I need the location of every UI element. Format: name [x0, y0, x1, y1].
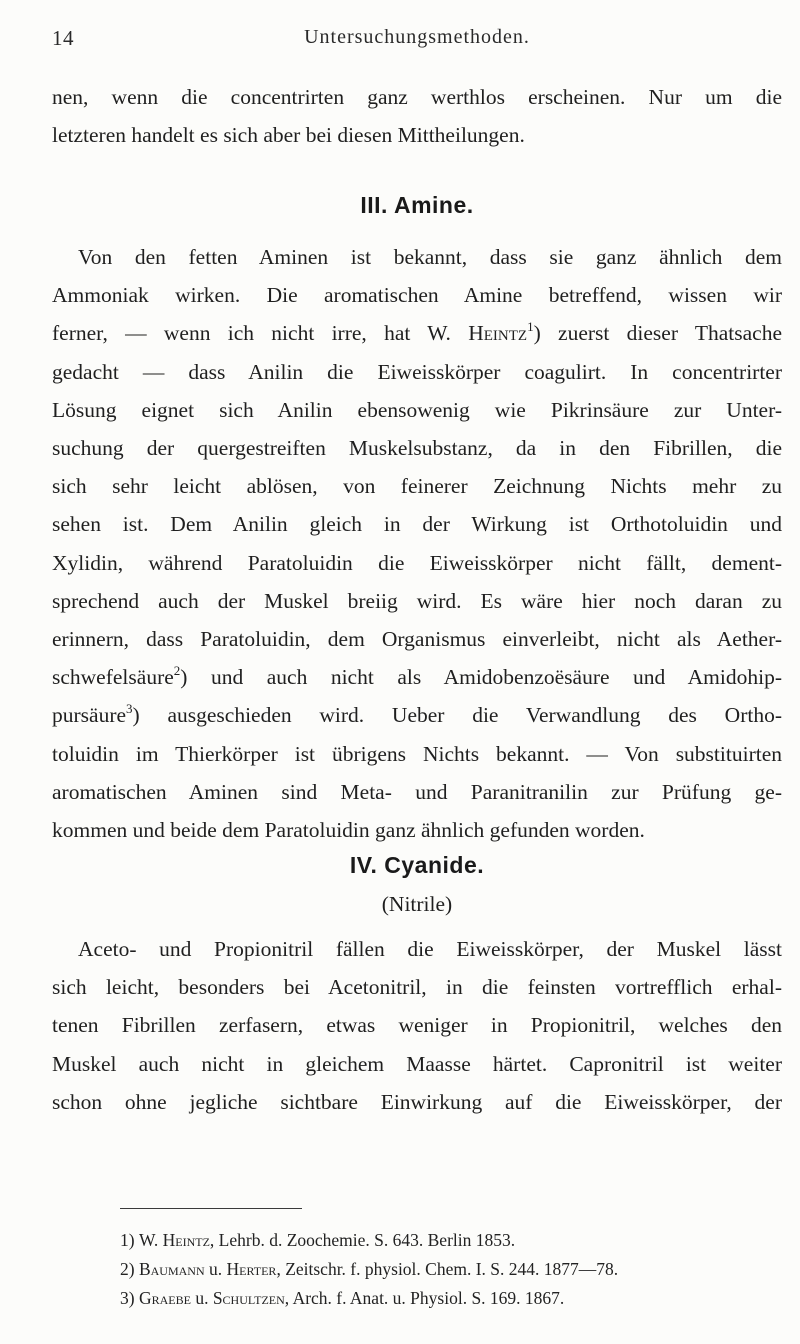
- text-line: pursäure$^3$) ausgeschieden wird. Ueber die Verwandlung des Ortho-: [52, 701, 782, 728]
- footnote-ref: 1: [527, 319, 534, 335]
- text-line: sich sehr leicht ablösen, von feinerer Zeichnung Nichts mehr zu: [52, 474, 782, 499]
- text-line: kommen und beide dem Paratoluidin ganz ähnlich gefunden worden.: [52, 818, 645, 843]
- text-line: suchung der quergestreiften Muskelsubstanz, da in den Fibrillen, die: [52, 436, 782, 461]
- running-title: Untersuchungsmethoden.: [304, 26, 530, 48]
- footnote-1: 1) W. Heintz, Lehrb. d. Zoochemie. S. 643. Berlin 1853.: [120, 1230, 516, 1250]
- footnotes: [120, 1226, 770, 1313]
- author-name: Heintz: [468, 321, 528, 346]
- footnote-divider: [120, 1208, 302, 1209]
- section-amine-paragraph: [52, 238, 782, 849]
- page-header: [52, 26, 782, 62]
- text-line: Aceto- und Propionitril fällen die Eiweisskörper, der Muskel lässt: [78, 937, 782, 961]
- section-cyanide-paragraph: [52, 930, 782, 1121]
- footnote-3: 3) Graebe u. Schultzen, Arch. f. Anat. u. Physiol. S. 169. 1867.: [120, 1288, 565, 1308]
- text-line: nen, wenn die concentrirten ganz werthlos erscheinen. Nur um die: [52, 85, 782, 109]
- text-line: erinnern, dass Paratoluidin, dem Organismus einverleibt, nicht als Aether-: [52, 627, 782, 652]
- text-line: aromatischen Aminen sind Meta- und Paranitranilin zur Prüfung ge-: [52, 779, 782, 804]
- page-number: 14: [52, 26, 74, 50]
- text-line: Xylidin, während Paratoluidin die Eiweisskörper nicht fällt, dement-: [52, 550, 782, 575]
- text-line: letzteren handelt es sich aber bei diesen Mittheilungen.: [52, 123, 525, 148]
- footnote-2: 2) Baumann u. Herter, Zeitschr. f. physiol. Chem. I. S. 244. 1877—78.: [120, 1259, 619, 1279]
- text-line: Von den fetten Aminen ist bekannt, dass sie ganz ähnlich dem: [78, 245, 782, 269]
- footnote-ref: 3: [126, 701, 133, 717]
- text-line: toluidin im Thierkörper ist übrigens Nichts bekannt. — Von substituirten: [52, 741, 782, 766]
- text-line: Muskel auch nicht in gleichem Maasse härtet. Capronitril ist weiter: [52, 1051, 782, 1076]
- text-line: sich leicht, besonders bei Acetonitril, in die feinsten vortrefflich erhal-: [52, 975, 782, 1000]
- intro-paragraph: [52, 78, 782, 154]
- text-line: tenen Fibrillen zerfasern, etwas weniger in Propionitril, welches den: [52, 1013, 782, 1038]
- text-line: Ammoniak wirken. Die aromatischen Amine betreffend, wissen wir: [52, 283, 782, 308]
- text-line: gedacht — dass Anilin die Eiweisskörper coagulirt. In concentrirter: [52, 359, 782, 384]
- text-line: schon ohne jegliche sichtbare Einwirkung auf die Eiweisskörper, der: [52, 1089, 782, 1114]
- text-line: sehen ist. Dem Anilin gleich in der Wirkung ist Orthotoluidin und: [52, 512, 782, 537]
- text-line: schwefelsäure$^2$) und auch nicht als Amidobenzoësäure und Amidohip-: [52, 663, 782, 690]
- section-heading-cyanide: IV. Cyanide.: [349, 852, 485, 878]
- text-line: ferner, — wenn ich nicht irre, hat W. Heintz$^1$) zuerst dieser Thatsache: [52, 319, 783, 346]
- footnote-ref: 2: [173, 663, 181, 679]
- section-heading-amine: III. Amine.: [360, 192, 474, 218]
- text-line: sprechend auch der Muskel breiig wird. Es wäre hier noch daran zu: [52, 588, 782, 613]
- section-subheading-nitrile: (Nitrile): [381, 892, 453, 916]
- text-line: Lösung eignet sich Anilin ebensowenig wie Pikrinsäure zur Unter-: [52, 397, 782, 422]
